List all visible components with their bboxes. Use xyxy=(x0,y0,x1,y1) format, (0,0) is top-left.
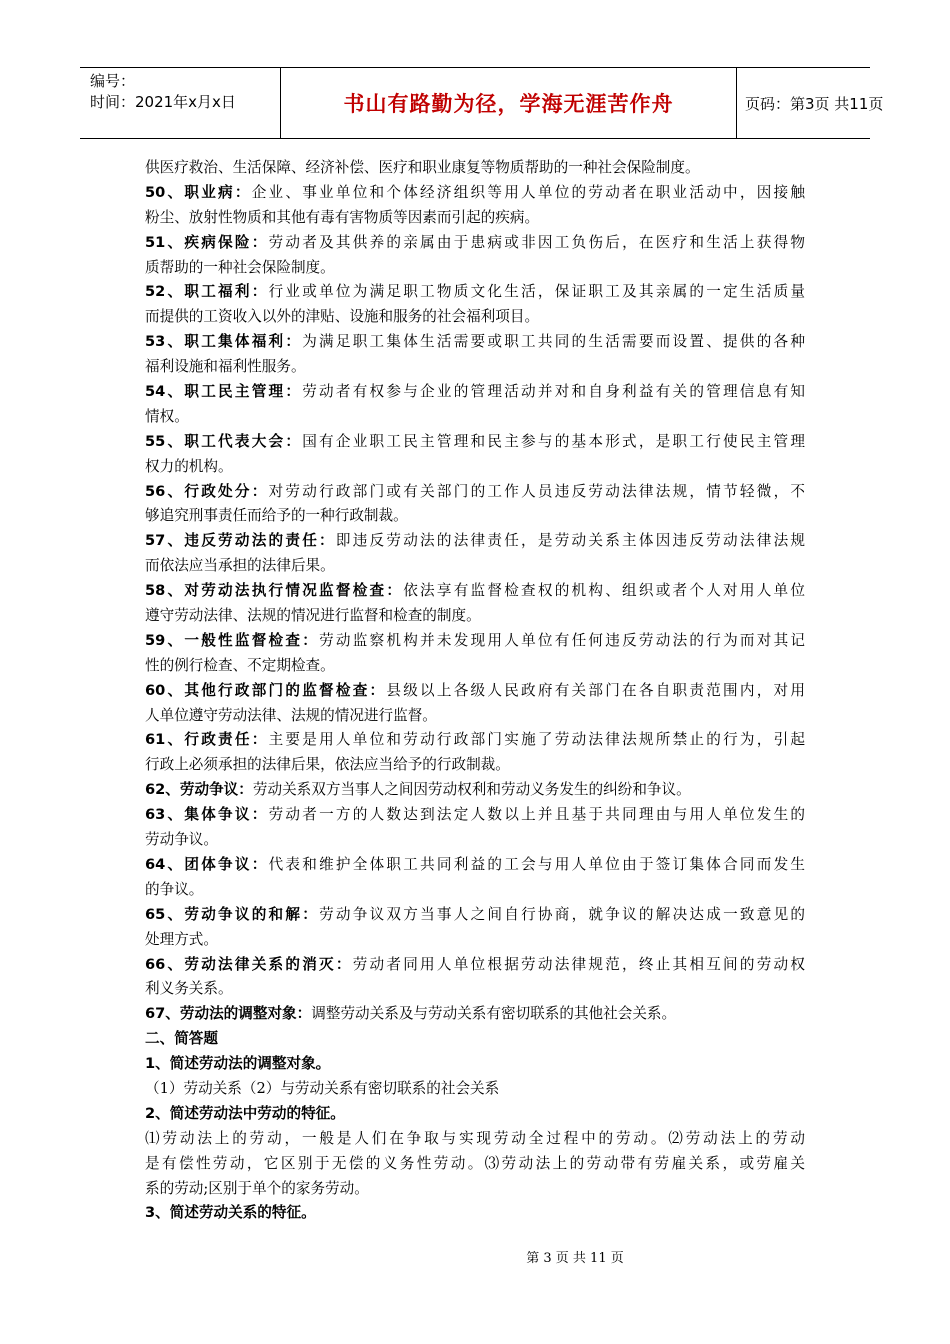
line-text: 福利设施和福利性服务。 xyxy=(145,358,306,376)
text-line xyxy=(145,1077,805,1102)
line-text: 利义务关系。 xyxy=(145,980,233,998)
term-label: 55、职工代表大会： xyxy=(145,432,303,450)
text-line xyxy=(145,679,805,704)
term-label: 62、劳动争议： xyxy=(145,781,253,799)
line-text: 人单位遵守劳动法律、法规的情况进行监督。 xyxy=(145,706,437,724)
term-label: 二、简答题 xyxy=(145,1030,218,1048)
term-label: 54、职工民主管理： xyxy=(145,383,303,401)
line-text: 行政上必须承担的法律后果，依法应当给予的行政制裁。 xyxy=(145,756,510,774)
line-text: 权力的机构。 xyxy=(145,457,233,475)
line-text: 即违反劳动法的法律责任，是劳动关系主体因违反劳动法律法规 xyxy=(335,532,805,550)
term-label: 57、违反劳动法的责任： xyxy=(145,532,336,550)
text-line xyxy=(145,504,805,529)
line-text: 为满足职工集体生活需要或职工共同的生活需要而设置、提供的各种 xyxy=(302,333,805,351)
text-line xyxy=(145,828,805,853)
line-text: 行业或单位为满足职工物质文化生活，保证职工及其亲属的一定生活质量 xyxy=(268,283,805,301)
text-line xyxy=(145,953,805,978)
text-line xyxy=(145,280,805,305)
text-line xyxy=(145,330,805,355)
term-label: 56、行政处分： xyxy=(145,482,269,500)
line-text: ⑴劳动法上的劳动，一般是人们在争取与实现劳动全过程中的劳动。⑵劳动法上的劳动 xyxy=(145,1129,805,1147)
text-line xyxy=(145,853,805,878)
line-text: 遵守劳动法律、法规的情况进行监督和检查的制度。 xyxy=(145,607,481,625)
line-text: 劳动者一方的人数达到法定人数以上并且基于共同理由与用人单位发生的 xyxy=(268,806,805,824)
line-text: 系的劳动;区别于单个的家务劳动。 xyxy=(145,1179,369,1197)
document-number-label: 编号： xyxy=(90,72,136,90)
term-label: 59、一般性监督检查： xyxy=(145,631,320,649)
text-line xyxy=(145,1102,805,1127)
line-text: 的争议。 xyxy=(145,880,204,898)
line-text: 质帮助的一种社会保险制度。 xyxy=(145,258,335,276)
text-line xyxy=(145,753,805,778)
line-text: （1）劳动关系（2）与劳动关系有密切联系的社会关系 xyxy=(145,1079,500,1097)
line-text: 对劳动行政部门或有关部门的工作人员违反劳动法律法规，情节轻微，不 xyxy=(268,482,805,500)
text-line xyxy=(145,728,805,753)
term-label: 2、简述劳动法中劳动的特征。 xyxy=(145,1104,345,1122)
term-label: 60、其他行政部门的监督检查： xyxy=(145,681,387,699)
line-text: 依法享有监督检查权的机构、组织或者个人对用人单位 xyxy=(403,582,805,600)
page-footer xyxy=(0,1247,950,1266)
term-label: 52、职工福利： xyxy=(145,283,269,301)
text-line xyxy=(145,380,805,405)
footer-page-number: 第 3 页 共 11 页 xyxy=(526,1251,624,1266)
text-line xyxy=(145,1027,805,1052)
line-text: 够追究刑事责任而给予的一种行政制裁。 xyxy=(145,507,408,525)
line-text: 劳动者及其供养的亲属由于患病或非因工负伤后，在医疗和生活上获得物 xyxy=(268,233,805,251)
term-label: 58、对劳动法执行情况监督检查： xyxy=(145,582,404,600)
line-text: 粉尘、放射性物质和其他有毒有害物质等因素而引起的疾病。 xyxy=(145,208,540,226)
line-text: 代表和维护全体职工共同利益的工会与用人单位由于签订集体合同而发生 xyxy=(268,855,805,873)
text-line xyxy=(145,1177,805,1202)
text-line xyxy=(145,480,805,505)
line-text: 劳动争议双方当事人之间自行协商，就争议的解决达成一致意见的 xyxy=(319,905,805,923)
text-line xyxy=(145,430,805,455)
line-text: 劳动监察机构并未发现用人单位有任何违反劳动法的行为而对其记 xyxy=(319,631,805,649)
text-line xyxy=(145,1152,805,1177)
text-line xyxy=(145,928,805,953)
text-line xyxy=(145,579,805,604)
text-line xyxy=(145,629,805,654)
text-line xyxy=(145,554,805,579)
text-line xyxy=(145,803,805,828)
line-text: 劳动者同用人单位根据劳动法律规范，终止其相互间的劳动权 xyxy=(352,955,805,973)
line-text: 性的例行检查、不定期检查。 xyxy=(145,656,335,674)
term-label: 53、职工集体福利： xyxy=(145,333,303,351)
line-text: 劳动关系双方当事人之间因劳动权利和劳动义务发生的纠纷和争议。 xyxy=(252,781,691,799)
line-text: 劳动争议。 xyxy=(145,831,218,849)
text-line xyxy=(145,256,805,281)
text-line xyxy=(145,156,805,181)
document-body xyxy=(145,156,805,1226)
term-label: 3、简述劳动关系的特征。 xyxy=(145,1204,316,1222)
text-line xyxy=(145,355,805,380)
line-text: 而提供的工资收入以外的津贴、设施和服务的社会福利项目。 xyxy=(145,308,540,326)
header-motto-cell xyxy=(280,68,737,138)
line-text: 主要是用人单位和劳动行政部门实施了劳动法律法规所禁止的行为，引起 xyxy=(268,731,805,749)
term-label: 67、劳动法的调整对象： xyxy=(145,1005,312,1023)
line-text: 是有偿性劳动，它区别于无偿的义务性劳动。⑶劳动法上的劳动带有劳雇关系，或劳雇关 xyxy=(145,1154,805,1172)
line-text: 企业、事业单位和个体经济组织等用人单位的劳动者在职业活动中，因接触 xyxy=(251,183,805,201)
text-line xyxy=(145,1201,805,1226)
header-meta xyxy=(80,68,280,138)
text-line xyxy=(145,778,805,803)
line-text: 情权。 xyxy=(145,407,189,425)
line-text: 劳动者有权参与企业的管理活动并对和自身利益有关的管理信息有知 xyxy=(302,383,805,401)
text-line xyxy=(145,654,805,679)
text-line xyxy=(145,604,805,629)
term-label: 50、职业病： xyxy=(145,183,252,201)
text-line xyxy=(145,1052,805,1077)
term-label: 65、劳动争议的和解： xyxy=(145,905,320,923)
text-line xyxy=(145,903,805,928)
text-line xyxy=(145,1127,805,1152)
text-line xyxy=(145,206,805,231)
line-text: 国有企业职工民主管理和民主参与的基本形式，是职工行使民主管理 xyxy=(302,432,805,450)
line-text: 调整劳动关系及与劳动关系有密切联系的其他社会关系。 xyxy=(311,1005,677,1023)
text-line xyxy=(145,1002,805,1027)
text-line xyxy=(145,977,805,1002)
text-line xyxy=(145,455,805,480)
term-label: 61、行政责任： xyxy=(145,731,269,749)
term-label: 64、团体争议： xyxy=(145,855,269,873)
text-line xyxy=(145,231,805,256)
text-line xyxy=(145,181,805,206)
term-label: 51、疾病保险： xyxy=(145,233,269,251)
line-text: 县级以上各级人民政府有关部门在各自职责范围内，对用 xyxy=(386,681,805,699)
header-motto: 书山有路勤为径，学海无涯苦作舟 xyxy=(343,92,674,116)
text-line xyxy=(145,878,805,903)
text-line xyxy=(145,405,805,430)
document-date: 时间：2021年x月x日 xyxy=(90,93,236,111)
line-text: 处理方式。 xyxy=(145,930,218,948)
line-text: 而依法应当承担的法律后果。 xyxy=(145,557,335,575)
text-line xyxy=(145,529,805,554)
term-label: 66、劳动法律关系的消灭： xyxy=(145,955,353,973)
text-line xyxy=(145,305,805,330)
header-page-info: 页码：第3页 共11页 xyxy=(745,94,884,113)
page-header xyxy=(80,67,884,139)
term-label: 63、集体争议： xyxy=(145,806,269,824)
term-label: 1、简述劳动法的调整对象。 xyxy=(145,1055,331,1073)
line-text: 供医疗救治、生活保障、经济补偿、医疗和职业康复等物质帮助的一种社会保险制度。 xyxy=(145,159,700,176)
text-line xyxy=(145,704,805,729)
